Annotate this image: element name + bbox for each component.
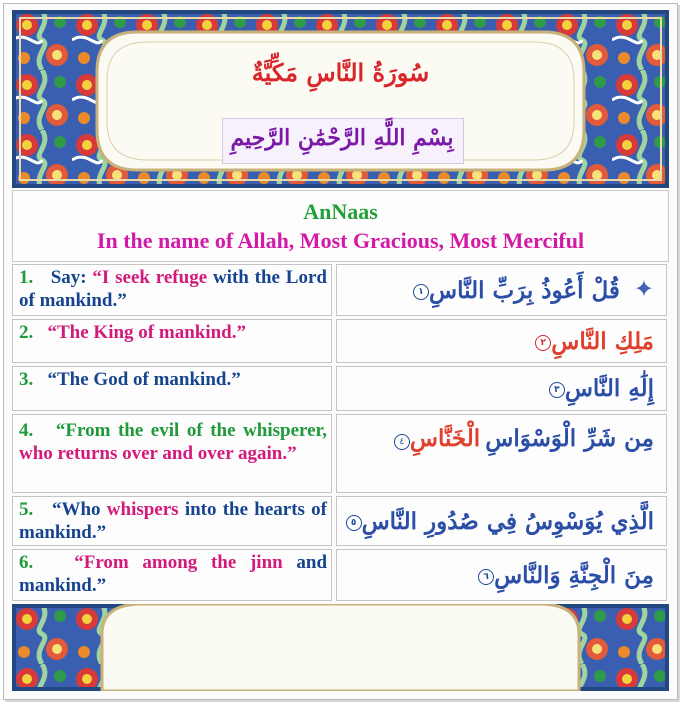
verse-3-number: 3. — [19, 369, 34, 390]
verse-4-number: 4. — [19, 420, 34, 441]
verse-2-translation — [12, 319, 332, 363]
ayah-number-circle-icon: ٤ — [394, 434, 410, 450]
verse-6-text-a: “From among the jinn — [74, 552, 297, 573]
verse-6-arabic — [475, 562, 654, 589]
eight-point-star-icon: ✦ — [633, 277, 654, 303]
verse-4-text-a: “From the evil of the whisperer, — [55, 420, 327, 441]
ayah-number-circle-icon: ٢ — [535, 335, 551, 351]
verse-4-text-b: who returns over and over again.” — [19, 443, 297, 464]
verse-5-arabic-cell — [336, 496, 667, 546]
verse-2-arabic-text: مَلِكِ النَّاسِ — [551, 327, 654, 355]
verse-1-translation — [12, 264, 332, 316]
verse-4-translation — [12, 414, 332, 493]
basmala: بِسْمِ اللَّهِ الرَّحْمَٰنِ الرَّحِيمِ — [230, 125, 454, 151]
ayah-number-circle-icon: ٥ — [346, 515, 362, 531]
verse-1-text-b: “I seek refuge — [92, 267, 213, 288]
verse-3-arabic-cell — [336, 366, 667, 411]
verse-1-arabic-text: قُلْ أَعُوذُ بِرَبِّ النَّاسِ — [429, 276, 620, 304]
verse-4-arabic — [391, 425, 654, 452]
ayah-number-circle-icon: ٦ — [478, 569, 494, 585]
surah-title: AnNaas — [303, 199, 378, 224]
verse-2-arabic — [532, 328, 654, 355]
verse-6-arabic-cell — [336, 549, 667, 601]
verse-6-text-b: and mankind.” — [19, 552, 328, 596]
bottom-ornament-art — [12, 604, 669, 691]
verse-5-text-b: whispers — [106, 499, 185, 520]
verse-4-arabic-text: مِن شَرِّ الْوَسْوَاسِ — [485, 425, 654, 452]
verse-4-arabic-red: الْخَنَّاسِ — [409, 425, 481, 452]
verse-2-number: 2. — [19, 322, 34, 343]
verse-3-arabic-text: إِلَٰهِ النَّاسِ — [564, 375, 654, 402]
verse-3-arabic — [546, 375, 654, 402]
verse-5-arabic — [343, 508, 654, 535]
verse-3-text: “The God of mankind.” — [47, 369, 241, 390]
verse-5-arabic-text: الَّذِي يُوَسْوِسُ فِي صُدُورِ النَّاسِ — [361, 507, 654, 535]
verse-1-text-a: Say: — [50, 267, 93, 288]
verse-1-text-c: with the Lord of mankind.” — [19, 267, 327, 311]
verse-5-translation — [12, 496, 332, 546]
verse-5-number: 5. — [19, 499, 34, 520]
verse-row-3 — [12, 366, 669, 411]
verse-1-arabic — [410, 277, 620, 304]
verse-1-arabic-cell — [336, 264, 667, 316]
verse-row-2 — [12, 319, 669, 363]
ayah-number-circle-icon: ٣ — [549, 382, 565, 398]
verse-6-translation — [12, 549, 332, 601]
verse-5-text-c: into the hearts of mankind.” — [19, 499, 328, 543]
basmala-translation: In the name of Allah, Most Gracious, Most Merciful — [96, 228, 585, 253]
verse-row-6 — [12, 549, 669, 601]
verse-3-translation — [12, 366, 332, 411]
top-ornament-panel — [12, 10, 669, 188]
verse-2-arabic-cell — [336, 319, 667, 363]
bottom-ornament-panel — [12, 604, 669, 691]
surah-heading: سُورَةُ النَّاسِ مَكِّيَّةٌ — [251, 58, 430, 87]
verse-5-text-a: “Who — [51, 499, 107, 520]
title-box — [12, 190, 669, 262]
verse-6-number: 6. — [19, 552, 34, 573]
verse-4-arabic-cell — [336, 414, 667, 493]
verse-row-5 — [12, 496, 669, 546]
verse-6-arabic-text: مِنَ الْجِنَّةِ وَالنَّاسِ — [494, 561, 654, 589]
verse-2-text: “The King of mankind.” — [47, 322, 246, 343]
verse-row-1 — [12, 264, 669, 316]
verse-1-number: 1. — [19, 267, 34, 288]
ayah-number-circle-icon: ١ — [413, 284, 429, 300]
verse-row-4 — [12, 414, 669, 493]
